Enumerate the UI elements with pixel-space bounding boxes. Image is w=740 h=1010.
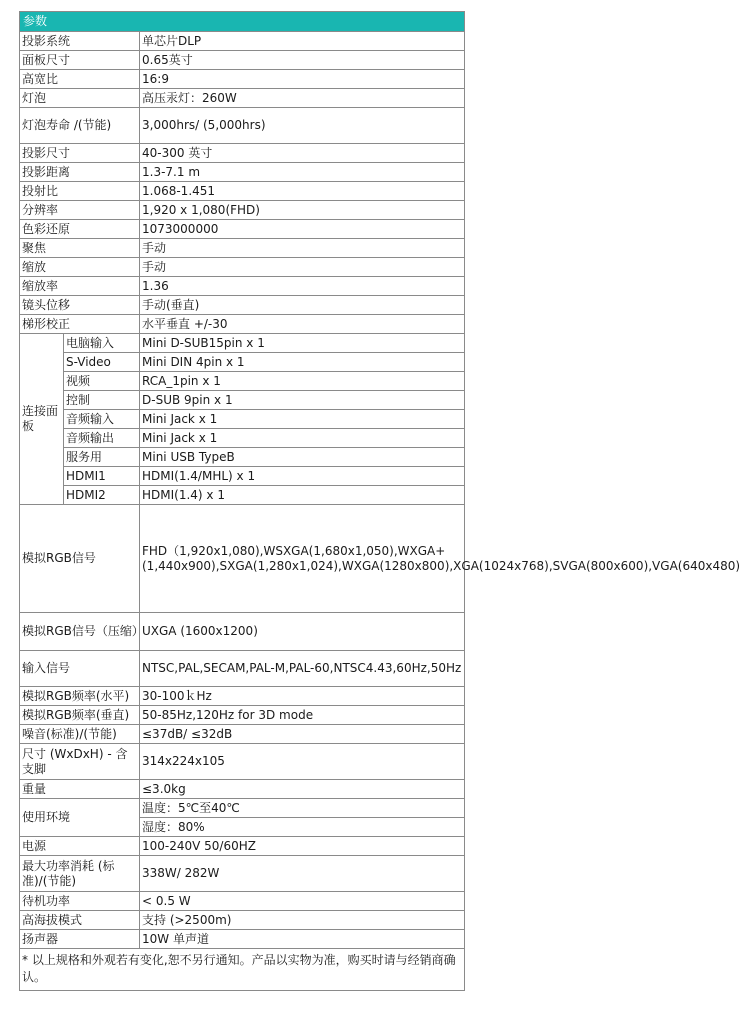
port-value: Mini DIN 4pin x 1 xyxy=(140,353,465,372)
spec-value: 100-240V 50/60HZ xyxy=(140,837,465,856)
env-row xyxy=(20,799,465,818)
port-value: Mini D-SUB15pin x 1 xyxy=(140,334,465,353)
spec-row xyxy=(20,70,465,89)
spec-label: 面板尺寸 xyxy=(20,51,140,70)
spec-row xyxy=(20,651,465,687)
port-name: HDMI2 xyxy=(64,486,140,505)
spec-label: 镜头位移 xyxy=(20,296,140,315)
port-value: HDMI(1.4) x 1 xyxy=(140,486,465,505)
port-value: D-SUB 9pin x 1 xyxy=(140,391,465,410)
spec-row xyxy=(20,706,465,725)
spec-value: 3,000hrs/ (5,000hrs) xyxy=(140,108,465,144)
spec-label: 梯形校正 xyxy=(20,315,140,334)
spec-row xyxy=(20,892,465,911)
spec-value: 314x224x105 xyxy=(140,744,465,780)
spec-row xyxy=(20,613,465,651)
spec-label: 投射比 xyxy=(20,182,140,201)
spec-value: 50-85Hz,120Hz for 3D mode xyxy=(140,706,465,725)
spec-label: 高宽比 xyxy=(20,70,140,89)
spec-value: 高压汞灯：260W xyxy=(140,89,465,108)
port-row xyxy=(20,410,465,429)
spec-row xyxy=(20,258,465,277)
port-name: 电脑输入 xyxy=(64,334,140,353)
port-value: Mini USB TypeB xyxy=(140,448,465,467)
spec-table xyxy=(19,11,740,991)
spec-label: 模拟RGB信号（压缩） xyxy=(20,613,140,651)
spec-row xyxy=(20,930,465,949)
spec-label: 模拟RGB频率(垂直) xyxy=(20,706,140,725)
env-label: 使用环境 xyxy=(20,799,140,837)
spec-label: 缩放 xyxy=(20,258,140,277)
spec-value: 手动 xyxy=(140,239,465,258)
spec-value: 1.36 xyxy=(140,277,465,296)
port-value: Mini Jack x 1 xyxy=(140,429,465,448)
spec-label: 最大功率消耗 (标准)/(节能) xyxy=(20,856,140,892)
spec-label: 分辨率 xyxy=(20,201,140,220)
spec-value: UXGA (1600x1200) xyxy=(140,613,465,651)
port-row xyxy=(20,486,465,505)
spec-row xyxy=(20,725,465,744)
spec-value: 1,920 x 1,080(FHD) xyxy=(140,201,465,220)
port-name: 视频 xyxy=(64,372,140,391)
port-row xyxy=(20,448,465,467)
spec-row xyxy=(20,239,465,258)
port-name: 服务用 xyxy=(64,448,140,467)
spec-value: 支持 (>2500m) xyxy=(140,911,465,930)
header-row xyxy=(20,12,465,32)
spec-value: 40-300 英寸 xyxy=(140,144,465,163)
spec-value: 16:9 xyxy=(140,70,465,89)
spec-row xyxy=(20,108,465,144)
spec-row xyxy=(20,32,465,51)
spec-value: 手动(垂直) xyxy=(140,296,465,315)
spec-value: 单芯片DLP xyxy=(140,32,465,51)
env-humidity: 湿度：80% xyxy=(140,818,465,837)
spec-label: 模拟RGB频率(水平) xyxy=(20,687,140,706)
port-row xyxy=(20,353,465,372)
spec-value: NTSC,PAL,SECAM,PAL-M,PAL-60,NTSC4.43,60Hz,50Hz xyxy=(140,651,465,687)
spec-label: 输入信号 xyxy=(20,651,140,687)
spec-value: ≤3.0kg xyxy=(140,780,465,799)
spec-value: FHD（1,920x1,080),WSXGA(1,680x1,050),WXGA+(1,440x900),SXGA(1,280x1,024),WXGA(1280x800),XGA(1024x768),SVGA(800x600),VGA(640x480) xyxy=(140,505,465,613)
spec-row xyxy=(20,277,465,296)
port-name: 音频输入 xyxy=(64,410,140,429)
port-name: 音频输出 xyxy=(64,429,140,448)
spec-row xyxy=(20,856,465,892)
spec-row xyxy=(20,220,465,239)
port-row xyxy=(20,429,465,448)
spec-label: 聚焦 xyxy=(20,239,140,258)
spec-row xyxy=(20,296,465,315)
spec-label: 重量 xyxy=(20,780,140,799)
spec-row xyxy=(20,144,465,163)
spec-label: 投影系统 xyxy=(20,32,140,51)
spec-row xyxy=(20,182,465,201)
spec-row xyxy=(20,837,465,856)
port-name: 控制 xyxy=(64,391,140,410)
spec-row xyxy=(20,780,465,799)
spec-label: 色彩还原 xyxy=(20,220,140,239)
spec-label: 高海拔模式 xyxy=(20,911,140,930)
spec-row xyxy=(20,505,465,613)
spec-value: 30-100ｋHz xyxy=(140,687,465,706)
port-value: HDMI(1.4/MHL) x 1 xyxy=(140,467,465,486)
spec-row xyxy=(20,163,465,182)
port-row xyxy=(20,372,465,391)
spec-value: ≤37dB/ ≤32dB xyxy=(140,725,465,744)
spec-row xyxy=(20,89,465,108)
spec-row xyxy=(20,51,465,70)
spec-label: 灯泡 xyxy=(20,89,140,108)
spec-label: 灯泡寿命 /(节能) xyxy=(20,108,140,144)
spec-value: 1.3-7.1 m xyxy=(140,163,465,182)
spec-value: 10W 单声道 xyxy=(140,930,465,949)
footnote: * 以上规格和外观若有变化,恕不另行通知。产品以实物为准，购买时请与经销商确认。 xyxy=(20,949,465,991)
spec-value: 手动 xyxy=(140,258,465,277)
port-row xyxy=(20,334,465,353)
spec-value: 338W/ 282W xyxy=(140,856,465,892)
spec-row xyxy=(20,201,465,220)
port-value: RCA_1pin x 1 xyxy=(140,372,465,391)
env-temp: 温度：5℃至40℃ xyxy=(140,799,465,818)
spec-label: 噪音(标准)/(节能) xyxy=(20,725,140,744)
spec-value: 1.068-1.451 xyxy=(140,182,465,201)
spec-label: 待机功率 xyxy=(20,892,140,911)
spec-label: 模拟RGB信号 xyxy=(20,505,140,613)
spec-value: 1073000000 xyxy=(140,220,465,239)
spec-label: 扬声器 xyxy=(20,930,140,949)
spec-row xyxy=(20,315,465,334)
port-name: HDMI1 xyxy=(64,467,140,486)
ports-group-label: 连接面板 xyxy=(20,334,64,505)
port-value: Mini Jack x 1 xyxy=(140,410,465,429)
note-row xyxy=(20,949,465,991)
spec-row xyxy=(20,911,465,930)
port-name: S-Video xyxy=(64,353,140,372)
spec-label: 电源 xyxy=(20,837,140,856)
spec-row xyxy=(20,744,465,780)
spec-value: 0.65英寸 xyxy=(140,51,465,70)
spec-value: < 0.5 W xyxy=(140,892,465,911)
spec-label: 投影距离 xyxy=(20,163,140,182)
spec-label: 缩放率 xyxy=(20,277,140,296)
port-row xyxy=(20,467,465,486)
port-row xyxy=(20,391,465,410)
spec-value: 水平垂直 +/-30 xyxy=(140,315,465,334)
header-cell: 参数 xyxy=(20,12,465,32)
spec-label: 投影尺寸 xyxy=(20,144,140,163)
spec-label: 尺寸 (WxDxH) - 含支脚 xyxy=(20,744,140,780)
spec-row xyxy=(20,687,465,706)
